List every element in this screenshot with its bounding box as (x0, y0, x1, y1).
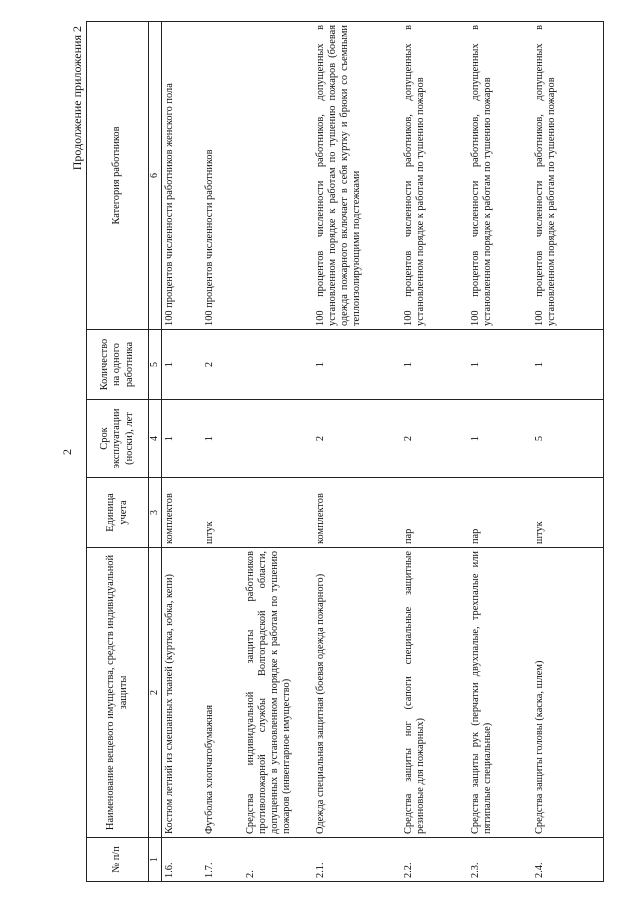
table-row (162, 22, 202, 882)
row-num: 2.3. (468, 838, 532, 882)
protective-equipment-table (86, 21, 604, 882)
column-number-row (149, 22, 162, 882)
table-header-row (87, 22, 149, 882)
row-term (243, 400, 313, 478)
row-num: 2.2. (401, 838, 468, 882)
table-row (532, 22, 604, 882)
table-row (401, 22, 468, 882)
column-number: 5 (149, 330, 162, 400)
row-unit: комплектов (162, 478, 202, 548)
row-unit: пар (401, 478, 468, 548)
table-row (243, 22, 313, 882)
row-name: Средства индивидуальной защиты работников противопожарной службы Волгоградской области, допущенных в установленном порядке к работам по тушению пожаров (инвентарное имущество) (243, 548, 313, 838)
row-num: 2.4. (532, 838, 604, 882)
row-unit: штук (202, 478, 243, 548)
row-unit: пар (468, 478, 532, 548)
row-category: 100 процентов численности работников, допущенных в установленном порядке к работам по тушению пожаров (468, 22, 532, 330)
row-category (243, 22, 313, 330)
row-term: 5 (532, 400, 604, 478)
row-qty: 1 (401, 330, 468, 400)
row-term: 1 (468, 400, 532, 478)
row-name: Одежда специальная защитная (боевая одежда пожарного) (313, 548, 401, 838)
table-row (313, 22, 401, 882)
header-qty: Количество на одного работника (87, 330, 149, 400)
column-number: 1 (149, 838, 162, 882)
row-num: 1.7. (202, 838, 243, 882)
row-term: 2 (313, 400, 401, 478)
header-num: № п/п (87, 838, 149, 882)
row-num: 2. (243, 838, 313, 882)
row-qty (243, 330, 313, 400)
row-term: 1 (202, 400, 243, 478)
row-num: 1.6. (162, 838, 202, 882)
column-number: 3 (149, 478, 162, 548)
row-unit: комплектов (313, 478, 401, 548)
rotated-sheet (40, 22, 600, 882)
row-name: Средства защиты ног (сапоги специальные защитные резиновые для пожарных) (401, 548, 468, 838)
row-qty: 1 (468, 330, 532, 400)
row-name: Средства защиты рук (перчатки двухпалые, трехпалые или пятипалые специальные) (468, 548, 532, 838)
page-number: 2 (60, 449, 74, 455)
row-qty: 1 (532, 330, 604, 400)
header-name: Наименование вещевого имущества, средств индивидуальной защиты (87, 548, 149, 838)
row-term: 1 (162, 400, 202, 478)
row-category: 100 процентов численности работников, допущенных в установленном порядке к работам по тушению пожаров (532, 22, 604, 330)
row-qty: 2 (202, 330, 243, 400)
row-qty: 1 (313, 330, 401, 400)
table-row (468, 22, 532, 882)
column-number: 4 (149, 400, 162, 478)
header-term: Срок эксплуатации (носки), лет (87, 400, 149, 478)
row-term: 2 (401, 400, 468, 478)
header-unit: Единица учета (87, 478, 149, 548)
table-row (202, 22, 243, 882)
row-category: 100 процентов численности работников, допущенных в установленном порядке к работам по тушению пожаров (боевая одежда пожарного включает в себя куртку и брюки со съемными теплоизолирующими подстежками (313, 22, 401, 330)
row-name: Костюм летний из смешанных тканей (куртка, юбка, кепи) (162, 548, 202, 838)
continuation-label: Продолжение приложения 2 (70, 26, 84, 171)
row-category: 100 процентов численности работников женского пола (162, 22, 202, 330)
row-unit: штук (532, 478, 604, 548)
row-name: Футболка хлопчатобумажная (202, 548, 243, 838)
header-category: Категория работников (87, 22, 149, 330)
row-num: 2.1. (313, 838, 401, 882)
row-category: 100 процентов численности работников (202, 22, 243, 330)
row-category: 100 процентов численности работников, допущенных в установленном порядке к работам по тушению пожаров (401, 22, 468, 330)
column-number: 6 (149, 22, 162, 330)
row-unit (243, 478, 313, 548)
row-name: Средства защиты головы (каска, шлем) (532, 548, 604, 838)
row-qty: 1 (162, 330, 202, 400)
column-number: 2 (149, 548, 162, 838)
